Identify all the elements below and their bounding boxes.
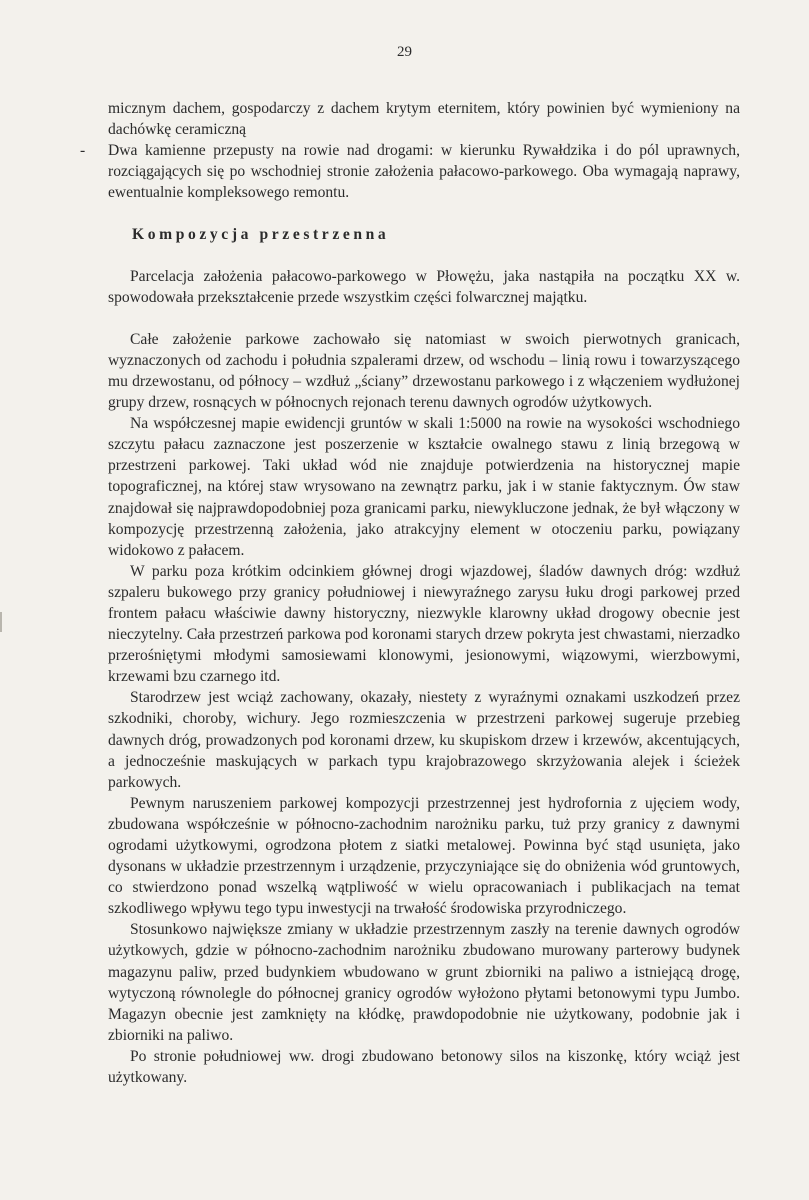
scan-edge-mark	[0, 612, 2, 632]
paragraph: Po stronie południowej ww. drogi zbudowano betonowy silos na kiszonkę, który wciąż jest użytkowany.	[108, 1047, 740, 1087]
paragraph: Stosunkowo największe zmiany w układzie przestrzennym zaszły na terenie dawnych ogrodów użytkowych, gdzie w północno-zachodnim narożniku zbudowano murowany parterowy budynek magazynu paliw, przed budynkiem wbudowano w grunt zbiorniki na paliwo a istniejącą drogę, wytyczoną równolegle do północnej granicy ogrodów wyłożono płytami betonowymi typu Jumbo. Magazyn obecnie jest zamknięty na kłódkę, prawdopodobnie nie użytkowany, podobnie jak i zbiorniki na paliwo.	[108, 921, 740, 1044]
paragraph: Na współczesnej mapie ewidencji gruntów w skali 1:5000 na rowie na wysokości wschodniego szczytu pałacu zaznaczone jest poszerzenie w kształcie owalnego stawu z linią brzegową w przestrzeni parkowej. Taki układ wód nie znajduje potwierdzenia na historycznej mapie topograficznej, na której staw wrysowano na zewnątrz parku, jak i w stanie faktycznym. Ów staw znajdował się najprawdopodobniej poza granicami parku, niewykluczone jednak, że był włączony w kompozycję przestrzenną założenia, jako atrakcyjny element w otoczeniu parku, powiązany widokowo z pałacem.	[108, 415, 740, 559]
paragraph: Całe założenie parkowe zachowało się natomiast w swoich pierwotnych granicach, wyznaczonych od zachodu i południa szpalerami drzew, od wschodu – linią rowu i towarzyszącego mu drzewostanu, od północy – wzdłuż „ściany” drzewostanu parkowego i z włączeniem wydłużonej grupy drzew, rosnących w północnych rejonach terenu dawnych ogrodów użytkowych.	[108, 330, 740, 412]
page-number: 29	[397, 44, 412, 60]
bullet-text: Dwa kamienne przepusty na rowie nad drogami: w kierunku Rywałdzika i do pól uprawnych, rozciągających się po wschodniej stronie założenia pałacowo-parkowego. Oba wymagają naprawy, ewentualnie kompleksowego remontu.	[108, 142, 740, 202]
paragraph: Pewnym naruszeniem parkowej kompozycji przestrzennej jest hydrofornia z ujęciem wody, zbudowana współcześnie w północno-zachodnim narożniku parku, tuż przy granicy z dawnymi ogrodami użytkowymi, ogrodzona płotem z siatki metalowej. Powinna być stąd usunięta, jako dysonans w układzie przestrzennym i urządzenie, przyczyniające się do obniżenia wód gruntowych, co stwierdzono ponad wszelką wątpliwość w wielu opracowaniach i publikacjach na temat szkodliwego wpływu tego typu inwestycji na trwałość środowiska przyrodniczego.	[108, 794, 740, 918]
bullet-item	[80, 140, 740, 203]
paragraph: Starodrzew jest wciąż zachowany, okazały, niestety z wyraźnymi oznakami uszkodzeń przez szkodniki, choroby, wichury. Jego rozmieszczenia w przestrzeni parkowej sugeruje przebieg dawnych dróg, prowadzonych pod koronami drzew, ku skupiskom drzew i krzewów, akcentujących, a jednocześnie maskujących w parkach typu krajobrazowego skrzyżowania alejek i ścieżek parkowych.	[108, 689, 740, 791]
section-heading: Kompozycja przestrzenna	[132, 226, 390, 244]
paragraph-continuation: micznym dachem, gospodarczy z dachem krytym eternitem, który powinien być wymieniony na dachówkę ceramiczną	[108, 100, 740, 139]
paragraph: W parku poza krótkim odcinkiem głównej drogi wjazdowej, śladów dawnych dróg: wzdłuż szpaleru bukowego przy granicy południowej i niewyraźnego zarysu łuku drogi parkowej przed frontem pałacu właściwie dawny historyczny, niezwykle klarowny układ drogowy obecnie jest nieczytelny. Cała przestrzeń parkowa pod koronami starych drzew pokryta jest chwastami, nierzadko przerośniętymi młodymi samosiewami klonowymi, jesionowymi, wiązowymi, wierzbowymi, krzewami bzu czarnego itd.	[108, 562, 740, 686]
paragraph: Parcelacja założenia pałacowo-parkowego w Płowężu, jaka nastąpiła na początku XX w. spowodowała przekształcenie przede wszystkim części folwarcznej majątku.	[108, 267, 740, 306]
bullet-dash: -	[80, 142, 86, 160]
document-body	[80, 98, 740, 1088]
